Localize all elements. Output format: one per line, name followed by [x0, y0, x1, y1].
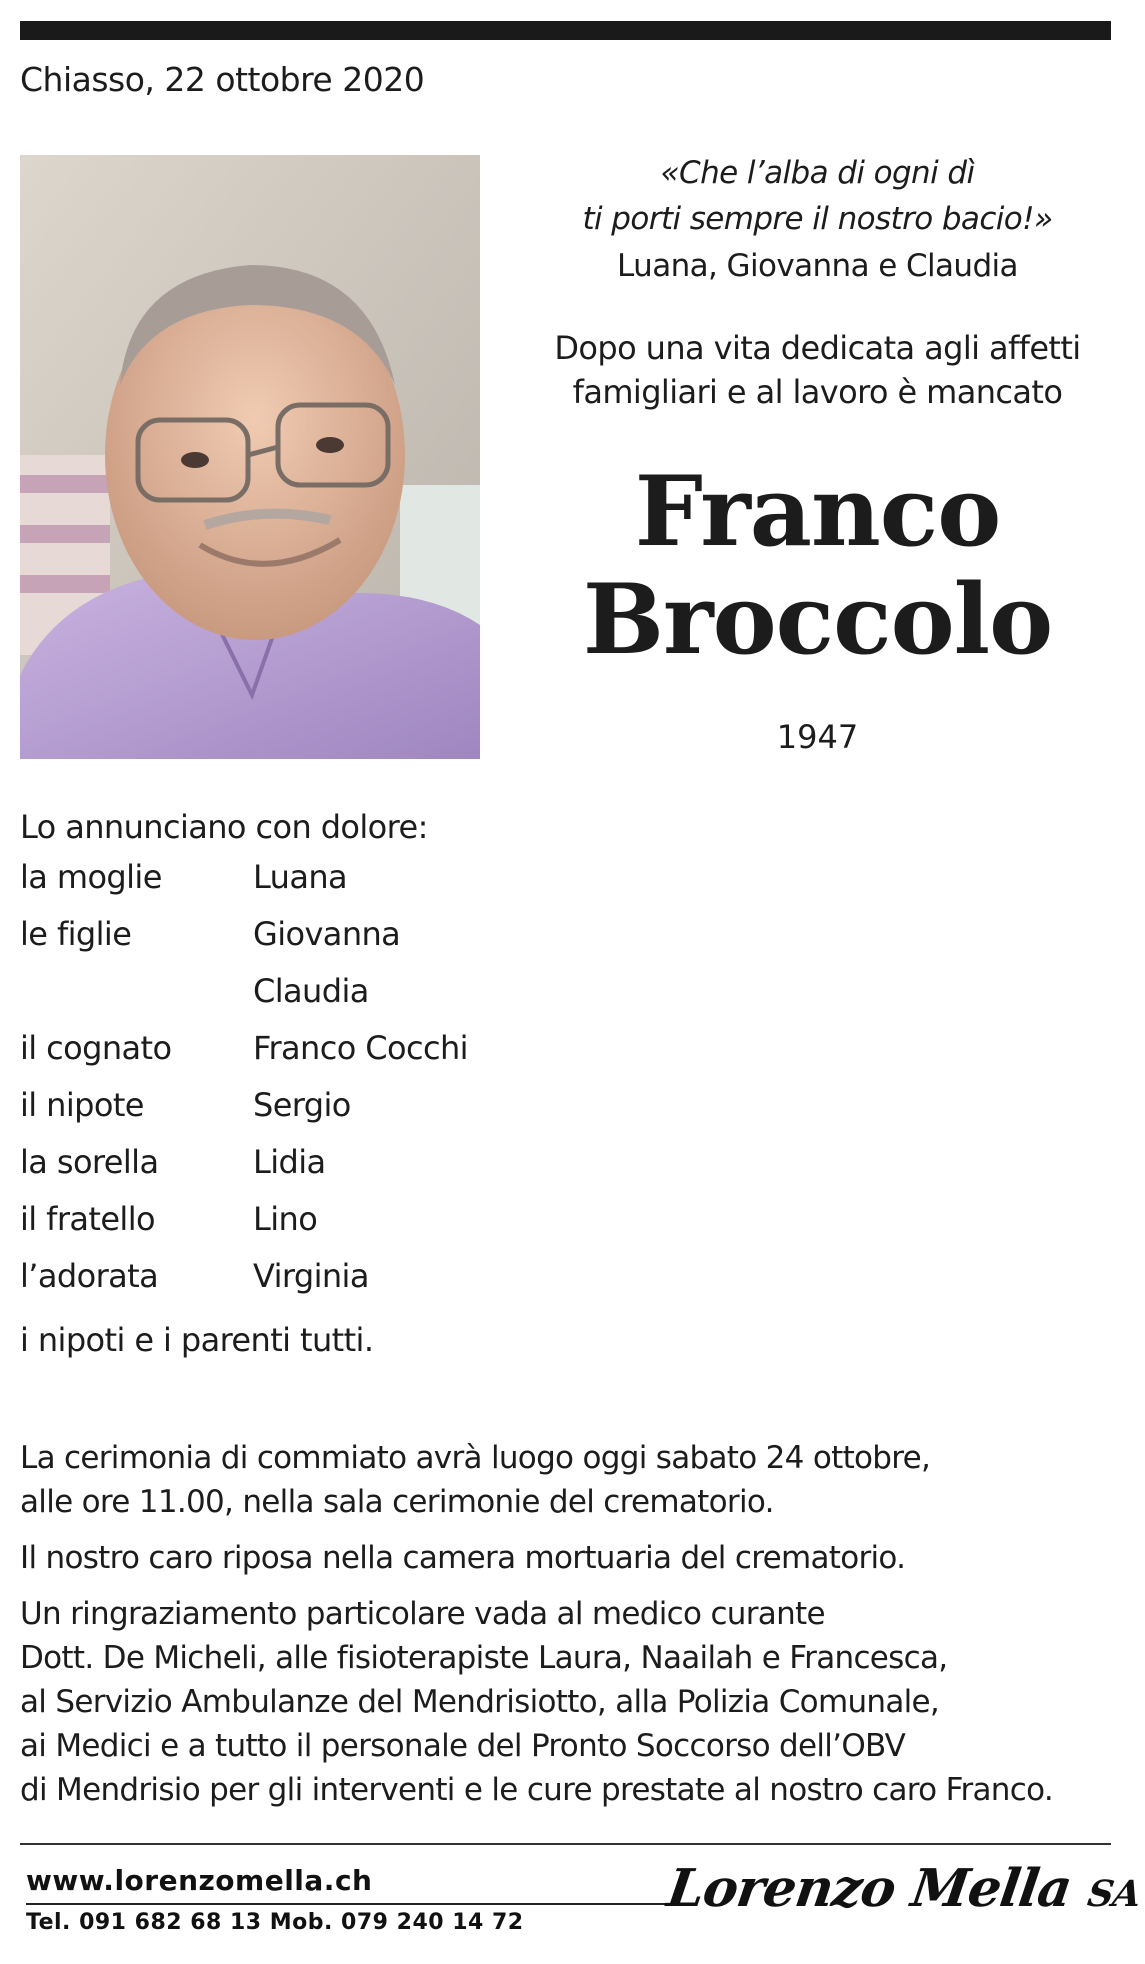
- family-member-name: Franco Cocchi: [253, 1029, 468, 1067]
- intro-line: famigliari e al lavoro è mancato: [572, 373, 1063, 411]
- family-member-name: Claudia: [253, 972, 369, 1010]
- text-line: Dott. De Micheli, alle fisioterapiste Laura, Naailah e Francesca,: [20, 1640, 948, 1676]
- footer-underline: [26, 1903, 666, 1905]
- family-relation: il fratello: [20, 1200, 155, 1238]
- portrait-photo: [20, 155, 480, 759]
- place-date: Chiasso, 22 ottobre 2020: [20, 60, 425, 99]
- family-member-name: Giovanna: [253, 915, 401, 953]
- family-member-name: Lino: [253, 1200, 318, 1238]
- family-member-name: Luana: [253, 858, 348, 896]
- first-name: Franco: [634, 455, 1001, 568]
- family-relation: l’adorata: [20, 1257, 159, 1295]
- intro-line: Dopo una vita dedicata agli affetti: [554, 329, 1081, 367]
- family-member-name: Sergio: [253, 1086, 351, 1124]
- quote-line: «Che l’alba di ogni dì: [660, 155, 975, 191]
- family-relation: il nipote: [20, 1086, 144, 1124]
- text-line: ai Medici e a tutto il personale del Pronto Soccorso dell’OBV: [20, 1728, 906, 1764]
- family-relation: la sorella: [20, 1143, 159, 1181]
- last-name: Broccolo: [582, 563, 1053, 676]
- text-line: La cerimonia di commiato avrà luogo oggi sabato 24 ottobre,: [20, 1440, 931, 1476]
- family-intro: Lo annunciano con dolore:: [20, 808, 428, 846]
- family-closing: i nipoti e i parenti tutti.: [20, 1321, 374, 1359]
- text-line: Un ringraziamento particolare vada al medico curante: [20, 1596, 825, 1632]
- birth-year: 1947: [776, 718, 859, 756]
- ceremony-paragraph: [20, 1436, 1120, 1524]
- quote-signature: Luana, Giovanna e Claudia: [617, 248, 1018, 284]
- text-line: al Servizio Ambulanze del Mendrisiotto, alla Polizia Comunale,: [20, 1684, 940, 1720]
- text-line: di Mendrisio per gli interventi e le cure prestate al nostro caro Franco.: [20, 1772, 1053, 1808]
- footer-rule: [20, 1843, 1111, 1845]
- funeral-home-logo: [664, 1858, 1145, 1919]
- family-relation: le figlie: [20, 915, 132, 953]
- text-line: alle ore 11.00, nella sala cerimonie del crematorio.: [20, 1484, 774, 1520]
- brand-suffix: SA: [1084, 1873, 1143, 1915]
- family-relation: la moglie: [20, 858, 162, 896]
- family-member-name: Lidia: [253, 1143, 326, 1181]
- footer-website-link[interactable]: www.lorenzomella.ch: [26, 1864, 373, 1897]
- top-rule: [20, 21, 1111, 40]
- thanks-paragraph: [20, 1592, 1120, 1812]
- family-relation: il cognato: [20, 1029, 172, 1067]
- rest-paragraph: [20, 1536, 1120, 1580]
- family-member-name: Virginia: [253, 1257, 369, 1295]
- memorial-quote: [540, 150, 1095, 242]
- footer-phones: Tel. 091 682 68 13 Mob. 079 240 14 72: [26, 1910, 524, 1935]
- deceased-name: [540, 455, 1095, 676]
- quote-line: ti porti sempre il nostro bacio!»: [582, 201, 1053, 237]
- brand-name: Lorenzo Mella: [663, 1858, 1075, 1919]
- text-line: Il nostro caro riposa nella camera mortuaria del crematorio.: [20, 1540, 906, 1576]
- intro-text: [540, 326, 1095, 414]
